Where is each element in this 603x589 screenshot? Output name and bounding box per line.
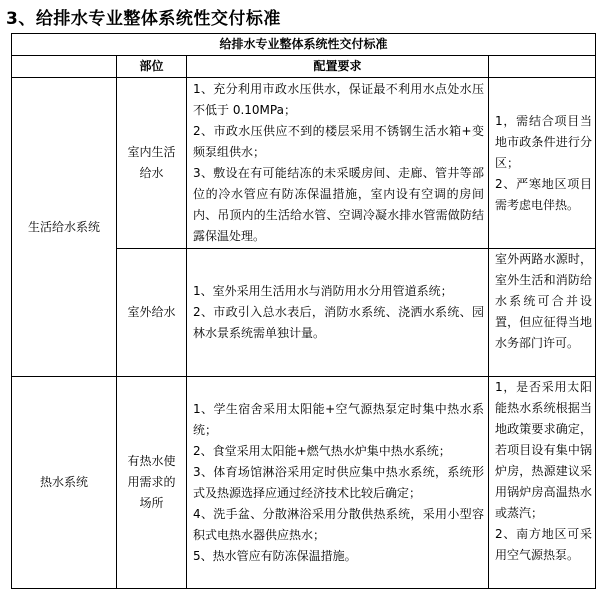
table-row <box>12 78 596 249</box>
notes-cell <box>489 377 596 589</box>
requirement-item: 1、学生宿舍采用太阳能+空气源热泵定时集中热水系统； <box>193 401 484 437</box>
system-name: 热水系统 <box>12 377 117 589</box>
requirement-item: 3、体育场馆淋浴采用定时供应集中热水系统，系统形式及热源选择应通过经济技术比较后确定； <box>193 464 484 500</box>
empty-header-cell <box>489 56 596 78</box>
requirement-item: 3、敷设在有可能结冻的未采暖房间、走廊、管井等部位的冷水管应有防冻保温措施，室内设有空调的房间内、吊顶内的生活给水管、空调冷凝水排水管需做防结露保温处理。 <box>193 166 484 243</box>
part-name: 有热水使用需求的场所 <box>117 377 187 589</box>
note-item: 2、南方地区可采用空气源热泵。 <box>495 527 593 562</box>
note-item: 2、严寒地区项目需考虑电伴热。 <box>495 176 593 212</box>
requirement-item: 2、食堂采用太阳能+燃气热水炉集中热水系统； <box>193 443 451 458</box>
requirement-item: 1、充分利用市政水压供水，保证最不利用水点处水压不低于 0.10MPa； <box>193 82 484 117</box>
table-row <box>12 377 596 589</box>
requirements-cell <box>187 249 489 377</box>
notes-cell <box>489 249 596 377</box>
note-item: 1，需结合项目当地市政条件进行分区； <box>495 113 593 170</box>
table-caption: 给排水专业整体系统性交付标准 <box>12 34 596 56</box>
requirements-cell <box>187 377 489 589</box>
requirement-item: 2、市政水压供应不到的楼层采用不锈钢生活水箱+变频泵组供水； <box>193 124 484 159</box>
requirement-item: 5、热水管应有防冻保温措施。 <box>193 548 357 563</box>
delivery-standard-table <box>11 33 596 589</box>
notes-cell <box>489 78 596 249</box>
requirement-item: 4、洗手盆、分散淋浴采用分散供热系统，采用小型容积式电热水器供应热水； <box>193 506 484 542</box>
system-name: 生活给水系统 <box>12 78 117 377</box>
note-item: 1，是否采用太阳能热水系统根据当地政策要求确定，若项目设有集中锅炉房，热源建议采用锅炉房高温热水或蒸汽； <box>495 380 593 520</box>
header-part: 部位 <box>117 56 187 78</box>
section-heading: 3、给排水专业整体系统性交付标准 <box>6 9 281 29</box>
requirement-item: 2、市政引入总水表后，消防水系统、浇洒水系统、园林水景系统需单独计量。 <box>193 305 484 340</box>
requirements-cell <box>187 78 489 249</box>
part-name: 室外给水 <box>117 249 187 377</box>
empty-header-cell <box>12 56 117 78</box>
note-item: 室外两路水源时，室外生活和消防给水系统可合并设置，但应征得当地水务部门许可。 <box>495 252 593 350</box>
header-requirements: 配置要求 <box>187 56 489 78</box>
part-name: 室内生活给水 <box>117 78 187 249</box>
requirement-item: 1、室外采用生活用水与消防用水分用管道系统； <box>193 284 453 298</box>
